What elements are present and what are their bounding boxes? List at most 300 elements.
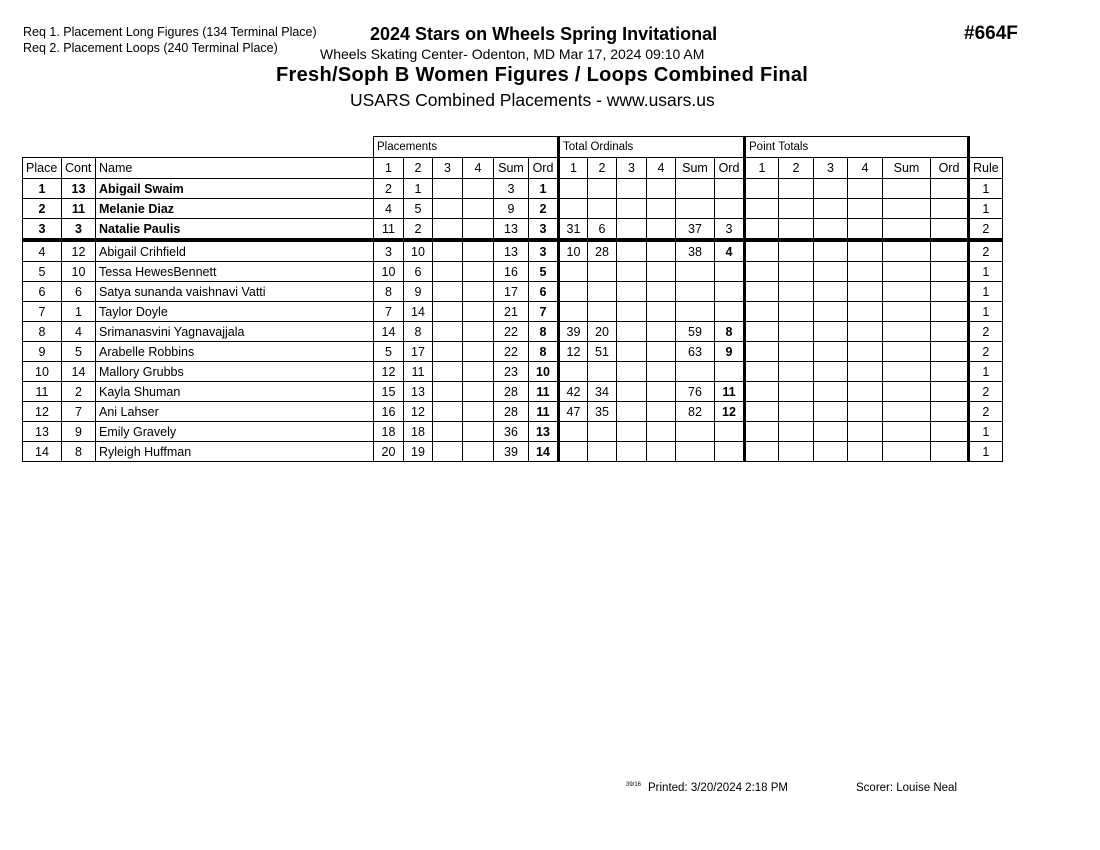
cell-p3: [433, 442, 463, 462]
cell-point-total: [814, 219, 848, 241]
cell-point-total: [745, 282, 779, 302]
cell-rule: 1: [969, 302, 1003, 322]
cell-t3: [617, 342, 647, 362]
column-header: Sum: [494, 158, 529, 179]
cell-point-total: [931, 422, 969, 442]
cell-p2: 2: [404, 219, 433, 241]
results-table: [22, 136, 1003, 462]
cell-tsum: [676, 362, 715, 382]
cell-tord: [715, 302, 745, 322]
column-header: Sum: [883, 158, 931, 179]
cell-p4: [463, 442, 494, 462]
column-header: Place: [23, 158, 62, 179]
cell-rule: 1: [969, 442, 1003, 462]
cell-tord: [715, 362, 745, 382]
cell-tsum: 63: [676, 342, 715, 362]
cell-psum: 13: [494, 240, 529, 262]
cell-cont: 10: [62, 262, 96, 282]
table-row: [23, 240, 1003, 262]
cell-point-total: [931, 342, 969, 362]
cell-cont: 6: [62, 282, 96, 302]
cell-p3: [433, 342, 463, 362]
column-header: Ord: [715, 158, 745, 179]
cell-point-total: [931, 402, 969, 422]
table-row: [23, 199, 1003, 219]
group-header-row: [23, 137, 1003, 158]
cell-name: Satya sunanda vaishnavi Vatti: [96, 282, 374, 302]
cell-pord: 11: [529, 382, 559, 402]
cell-tsum: 76: [676, 382, 715, 402]
cell-point-total: [779, 422, 814, 442]
cell-p1: 16: [374, 402, 404, 422]
cell-cont: 14: [62, 362, 96, 382]
cell-name: Tessa HewesBennett: [96, 262, 374, 282]
cell-t1: [559, 199, 588, 219]
cell-tsum: [676, 262, 715, 282]
cell-point-total: [814, 342, 848, 362]
cell-point-total: [848, 402, 883, 422]
cell-tsum: 38: [676, 240, 715, 262]
cell-point-total: [848, 382, 883, 402]
cell-point-total: [779, 302, 814, 322]
cell-cont: 8: [62, 442, 96, 462]
cell-p3: [433, 219, 463, 241]
table-row: [23, 342, 1003, 362]
cell-p1: 12: [374, 362, 404, 382]
cell-cont: 7: [62, 402, 96, 422]
cell-pord: 13: [529, 422, 559, 442]
cell-t1: 10: [559, 240, 588, 262]
column-header: 4: [848, 158, 883, 179]
competition-title: 2024 Stars on Wheels Spring Invitational: [370, 24, 718, 44]
table-row: [23, 402, 1003, 422]
cell-t3: [617, 362, 647, 382]
cell-p2: 8: [404, 322, 433, 342]
cell-point-total: [883, 262, 931, 282]
cell-p1: 11: [374, 219, 404, 241]
cell-name: Abigail Swaim: [96, 179, 374, 199]
cell-p4: [463, 179, 494, 199]
cell-t2: 20: [588, 322, 617, 342]
cell-t4: [647, 442, 676, 462]
cell-t3: [617, 219, 647, 241]
cell-pord: 3: [529, 219, 559, 241]
column-header: Sum: [676, 158, 715, 179]
cell-point-total: [931, 262, 969, 282]
cell-pord: 10: [529, 362, 559, 382]
cell-t1: 31: [559, 219, 588, 241]
cell-point-total: [883, 342, 931, 362]
cell-point-total: [848, 282, 883, 302]
cell-point-total: [745, 442, 779, 462]
cell-tsum: [676, 422, 715, 442]
cell-place: 10: [23, 362, 62, 382]
cell-p1: 15: [374, 382, 404, 402]
cell-p3: [433, 199, 463, 219]
cell-point-total: [931, 442, 969, 462]
cell-t1: [559, 442, 588, 462]
cell-p4: [463, 262, 494, 282]
cell-name: Melanie Diaz: [96, 199, 374, 219]
cell-name: Ryleigh Huffman: [96, 442, 374, 462]
cell-point-total: [745, 362, 779, 382]
cell-tord: 8: [715, 322, 745, 342]
cell-t4: [647, 322, 676, 342]
cell-point-total: [931, 282, 969, 302]
scorer: Scorer: Louise Neal: [856, 782, 957, 794]
cell-p2: 5: [404, 199, 433, 219]
cell-point-total: [848, 262, 883, 282]
cell-p2: 13: [404, 382, 433, 402]
cell-point-total: [814, 382, 848, 402]
cell-t3: [617, 262, 647, 282]
cell-cont: 11: [62, 199, 96, 219]
cell-point-total: [779, 442, 814, 462]
cell-pord: 1: [529, 179, 559, 199]
cell-t3: [617, 422, 647, 442]
spacer: [23, 137, 374, 158]
cell-t4: [647, 342, 676, 362]
cell-point-total: [779, 240, 814, 262]
cell-point-total: [745, 240, 779, 262]
cell-name: Natalie Paulis: [96, 219, 374, 241]
cell-rule: 2: [969, 322, 1003, 342]
cell-t1: 39: [559, 322, 588, 342]
cell-pord: 7: [529, 302, 559, 322]
cell-cont: 1: [62, 302, 96, 322]
printed-timestamp: Printed: 3/20/2024 2:18 PM: [648, 782, 789, 794]
cell-p1: 5: [374, 342, 404, 362]
cell-t3: [617, 282, 647, 302]
cell-p1: 14: [374, 322, 404, 342]
cell-tsum: 37: [676, 219, 715, 241]
cell-point-total: [848, 442, 883, 462]
cell-p4: [463, 402, 494, 422]
cell-point-total: [814, 179, 848, 199]
cell-place: 11: [23, 382, 62, 402]
cell-tsum: [676, 442, 715, 462]
cell-place: 12: [23, 402, 62, 422]
cell-tord: 9: [715, 342, 745, 362]
column-header: 2: [779, 158, 814, 179]
cell-psum: 3: [494, 179, 529, 199]
usars-line: USARS Combined Placements - www.usars.us: [350, 90, 715, 110]
cell-tsum: 82: [676, 402, 715, 422]
cell-name: Emily Gravely: [96, 422, 374, 442]
column-header-row: [23, 158, 1003, 179]
cell-t3: [617, 402, 647, 422]
cell-name: Srimanasvini Yagnavajjala: [96, 322, 374, 342]
cell-cont: 12: [62, 240, 96, 262]
cell-t2: 6: [588, 219, 617, 241]
cell-t1: 12: [559, 342, 588, 362]
cell-p4: [463, 362, 494, 382]
cell-t1: [559, 302, 588, 322]
cell-t4: [647, 282, 676, 302]
table-row: [23, 282, 1003, 302]
cell-point-total: [883, 219, 931, 241]
cell-p4: [463, 382, 494, 402]
cell-tord: [715, 282, 745, 302]
cell-t1: [559, 422, 588, 442]
cell-psum: 9: [494, 199, 529, 219]
cell-point-total: [848, 179, 883, 199]
cell-p2: 6: [404, 262, 433, 282]
column-header: Name: [96, 158, 374, 179]
column-header: 3: [433, 158, 463, 179]
cell-t2: [588, 302, 617, 322]
cell-point-total: [931, 362, 969, 382]
group-placements: Placements: [374, 137, 559, 158]
cell-p2: 1: [404, 179, 433, 199]
cell-cont: 5: [62, 342, 96, 362]
cell-point-total: [931, 322, 969, 342]
cell-tord: 3: [715, 219, 745, 241]
cell-point-total: [779, 402, 814, 422]
cell-place: 7: [23, 302, 62, 322]
table-row: [23, 219, 1003, 241]
cell-point-total: [814, 322, 848, 342]
cell-tsum: [676, 199, 715, 219]
cell-point-total: [848, 322, 883, 342]
cell-t3: [617, 240, 647, 262]
cell-p4: [463, 422, 494, 442]
cell-point-total: [883, 402, 931, 422]
cell-rule: 2: [969, 240, 1003, 262]
footer-code: 39/16: [626, 782, 642, 788]
cell-psum: 22: [494, 342, 529, 362]
cell-t1: 47: [559, 402, 588, 422]
cell-p3: [433, 382, 463, 402]
column-header: 1: [374, 158, 404, 179]
cell-t4: [647, 199, 676, 219]
cell-p2: 12: [404, 402, 433, 422]
cell-t1: 42: [559, 382, 588, 402]
cell-t4: [647, 302, 676, 322]
cell-place: 13: [23, 422, 62, 442]
cell-point-total: [814, 262, 848, 282]
cell-t4: [647, 382, 676, 402]
event-title: Fresh/Soph B Women Figures / Loops Combined Final: [276, 64, 809, 86]
cell-pord: 5: [529, 262, 559, 282]
cell-p4: [463, 240, 494, 262]
cell-tsum: 59: [676, 322, 715, 342]
cell-point-total: [883, 382, 931, 402]
cell-point-total: [814, 362, 848, 382]
column-header: Ord: [931, 158, 969, 179]
column-header: 2: [588, 158, 617, 179]
column-header: 1: [745, 158, 779, 179]
table-row: [23, 362, 1003, 382]
cell-p2: 10: [404, 240, 433, 262]
column-header: 3: [617, 158, 647, 179]
cell-t4: [647, 262, 676, 282]
cell-rule: 1: [969, 282, 1003, 302]
cell-point-total: [779, 382, 814, 402]
table-row: [23, 179, 1003, 199]
cell-t2: [588, 362, 617, 382]
cell-p4: [463, 342, 494, 362]
cell-point-total: [745, 219, 779, 241]
cell-point-total: [814, 240, 848, 262]
cell-cont: 2: [62, 382, 96, 402]
cell-p1: 4: [374, 199, 404, 219]
cell-point-total: [779, 282, 814, 302]
cell-p2: 19: [404, 442, 433, 462]
cell-p1: 10: [374, 262, 404, 282]
cell-point-total: [814, 282, 848, 302]
cell-t2: [588, 442, 617, 462]
cell-tord: [715, 179, 745, 199]
cell-point-total: [745, 342, 779, 362]
cell-p2: 14: [404, 302, 433, 322]
cell-point-total: [931, 382, 969, 402]
cell-pord: 2: [529, 199, 559, 219]
cell-rule: 2: [969, 402, 1003, 422]
cell-p3: [433, 402, 463, 422]
cell-t2: [588, 422, 617, 442]
cell-point-total: [883, 282, 931, 302]
cell-pord: 3: [529, 240, 559, 262]
cell-t3: [617, 322, 647, 342]
cell-point-total: [931, 199, 969, 219]
cell-t4: [647, 219, 676, 241]
cell-p1: 2: [374, 179, 404, 199]
cell-psum: 28: [494, 382, 529, 402]
cell-p2: 17: [404, 342, 433, 362]
cell-point-total: [814, 422, 848, 442]
cell-p1: 7: [374, 302, 404, 322]
cell-p1: 20: [374, 442, 404, 462]
cell-name: Mallory Grubbs: [96, 362, 374, 382]
cell-cont: 4: [62, 322, 96, 342]
table-row: [23, 382, 1003, 402]
cell-psum: 21: [494, 302, 529, 322]
cell-p3: [433, 240, 463, 262]
cell-rule: 1: [969, 199, 1003, 219]
cell-point-total: [779, 342, 814, 362]
cell-t4: [647, 362, 676, 382]
cell-p1: 18: [374, 422, 404, 442]
cell-psum: 22: [494, 322, 529, 342]
cell-point-total: [814, 442, 848, 462]
cell-p4: [463, 282, 494, 302]
cell-psum: 13: [494, 219, 529, 241]
cell-point-total: [883, 199, 931, 219]
cell-place: 6: [23, 282, 62, 302]
cell-tord: 11: [715, 382, 745, 402]
cell-name: Taylor Doyle: [96, 302, 374, 322]
cell-psum: 28: [494, 402, 529, 422]
column-header: Rule: [969, 158, 1003, 179]
column-header: 3: [814, 158, 848, 179]
cell-rule: 1: [969, 262, 1003, 282]
cell-point-total: [848, 302, 883, 322]
table-row: [23, 322, 1003, 342]
cell-t2: [588, 179, 617, 199]
cell-point-total: [745, 422, 779, 442]
cell-point-total: [883, 322, 931, 342]
cell-point-total: [883, 362, 931, 382]
cell-tsum: [676, 179, 715, 199]
cell-point-total: [745, 179, 779, 199]
cell-p4: [463, 302, 494, 322]
cell-point-total: [848, 219, 883, 241]
cell-point-total: [848, 362, 883, 382]
group-total-ordinals: Total Ordinals: [559, 137, 745, 158]
cell-t4: [647, 422, 676, 442]
cell-point-total: [931, 219, 969, 241]
cell-cont: 9: [62, 422, 96, 442]
cell-place: 4: [23, 240, 62, 262]
cell-t1: [559, 262, 588, 282]
table-row: [23, 422, 1003, 442]
column-header: 4: [647, 158, 676, 179]
cell-p3: [433, 282, 463, 302]
cell-point-total: [745, 322, 779, 342]
cell-t3: [617, 442, 647, 462]
column-header: 1: [559, 158, 588, 179]
cell-psum: 36: [494, 422, 529, 442]
cell-point-total: [745, 199, 779, 219]
cell-p1: 3: [374, 240, 404, 262]
cell-place: 3: [23, 219, 62, 241]
cell-point-total: [883, 240, 931, 262]
cell-tord: 4: [715, 240, 745, 262]
cell-p2: 11: [404, 362, 433, 382]
cell-t4: [647, 240, 676, 262]
cell-psum: 16: [494, 262, 529, 282]
column-header: 2: [404, 158, 433, 179]
cell-name: Ani Lahser: [96, 402, 374, 422]
cell-p4: [463, 199, 494, 219]
cell-cont: 13: [62, 179, 96, 199]
cell-tsum: [676, 302, 715, 322]
cell-point-total: [779, 219, 814, 241]
cell-pord: 11: [529, 402, 559, 422]
cell-t3: [617, 179, 647, 199]
cell-pord: 8: [529, 342, 559, 362]
cell-point-total: [883, 422, 931, 442]
cell-pord: 6: [529, 282, 559, 302]
cell-point-total: [883, 179, 931, 199]
cell-t4: [647, 179, 676, 199]
cell-place: 1: [23, 179, 62, 199]
column-header: 4: [463, 158, 494, 179]
cell-t2: 34: [588, 382, 617, 402]
cell-cont: 3: [62, 219, 96, 241]
cell-point-total: [931, 240, 969, 262]
cell-point-total: [883, 442, 931, 462]
cell-place: 14: [23, 442, 62, 462]
cell-t3: [617, 302, 647, 322]
group-point-totals: Point Totals: [745, 137, 969, 158]
cell-t1: [559, 282, 588, 302]
requirement-2: Req 2. Placement Loops (240 Terminal Place): [23, 41, 278, 55]
column-header: Cont: [62, 158, 96, 179]
cell-t1: [559, 179, 588, 199]
cell-tord: [715, 422, 745, 442]
cell-name: Abigail Crihfield: [96, 240, 374, 262]
cell-pord: 14: [529, 442, 559, 462]
cell-rule: 1: [969, 362, 1003, 382]
cell-p3: [433, 262, 463, 282]
cell-p3: [433, 422, 463, 442]
cell-point-total: [848, 240, 883, 262]
cell-point-total: [931, 302, 969, 322]
table-row: [23, 302, 1003, 322]
cell-point-total: [779, 262, 814, 282]
